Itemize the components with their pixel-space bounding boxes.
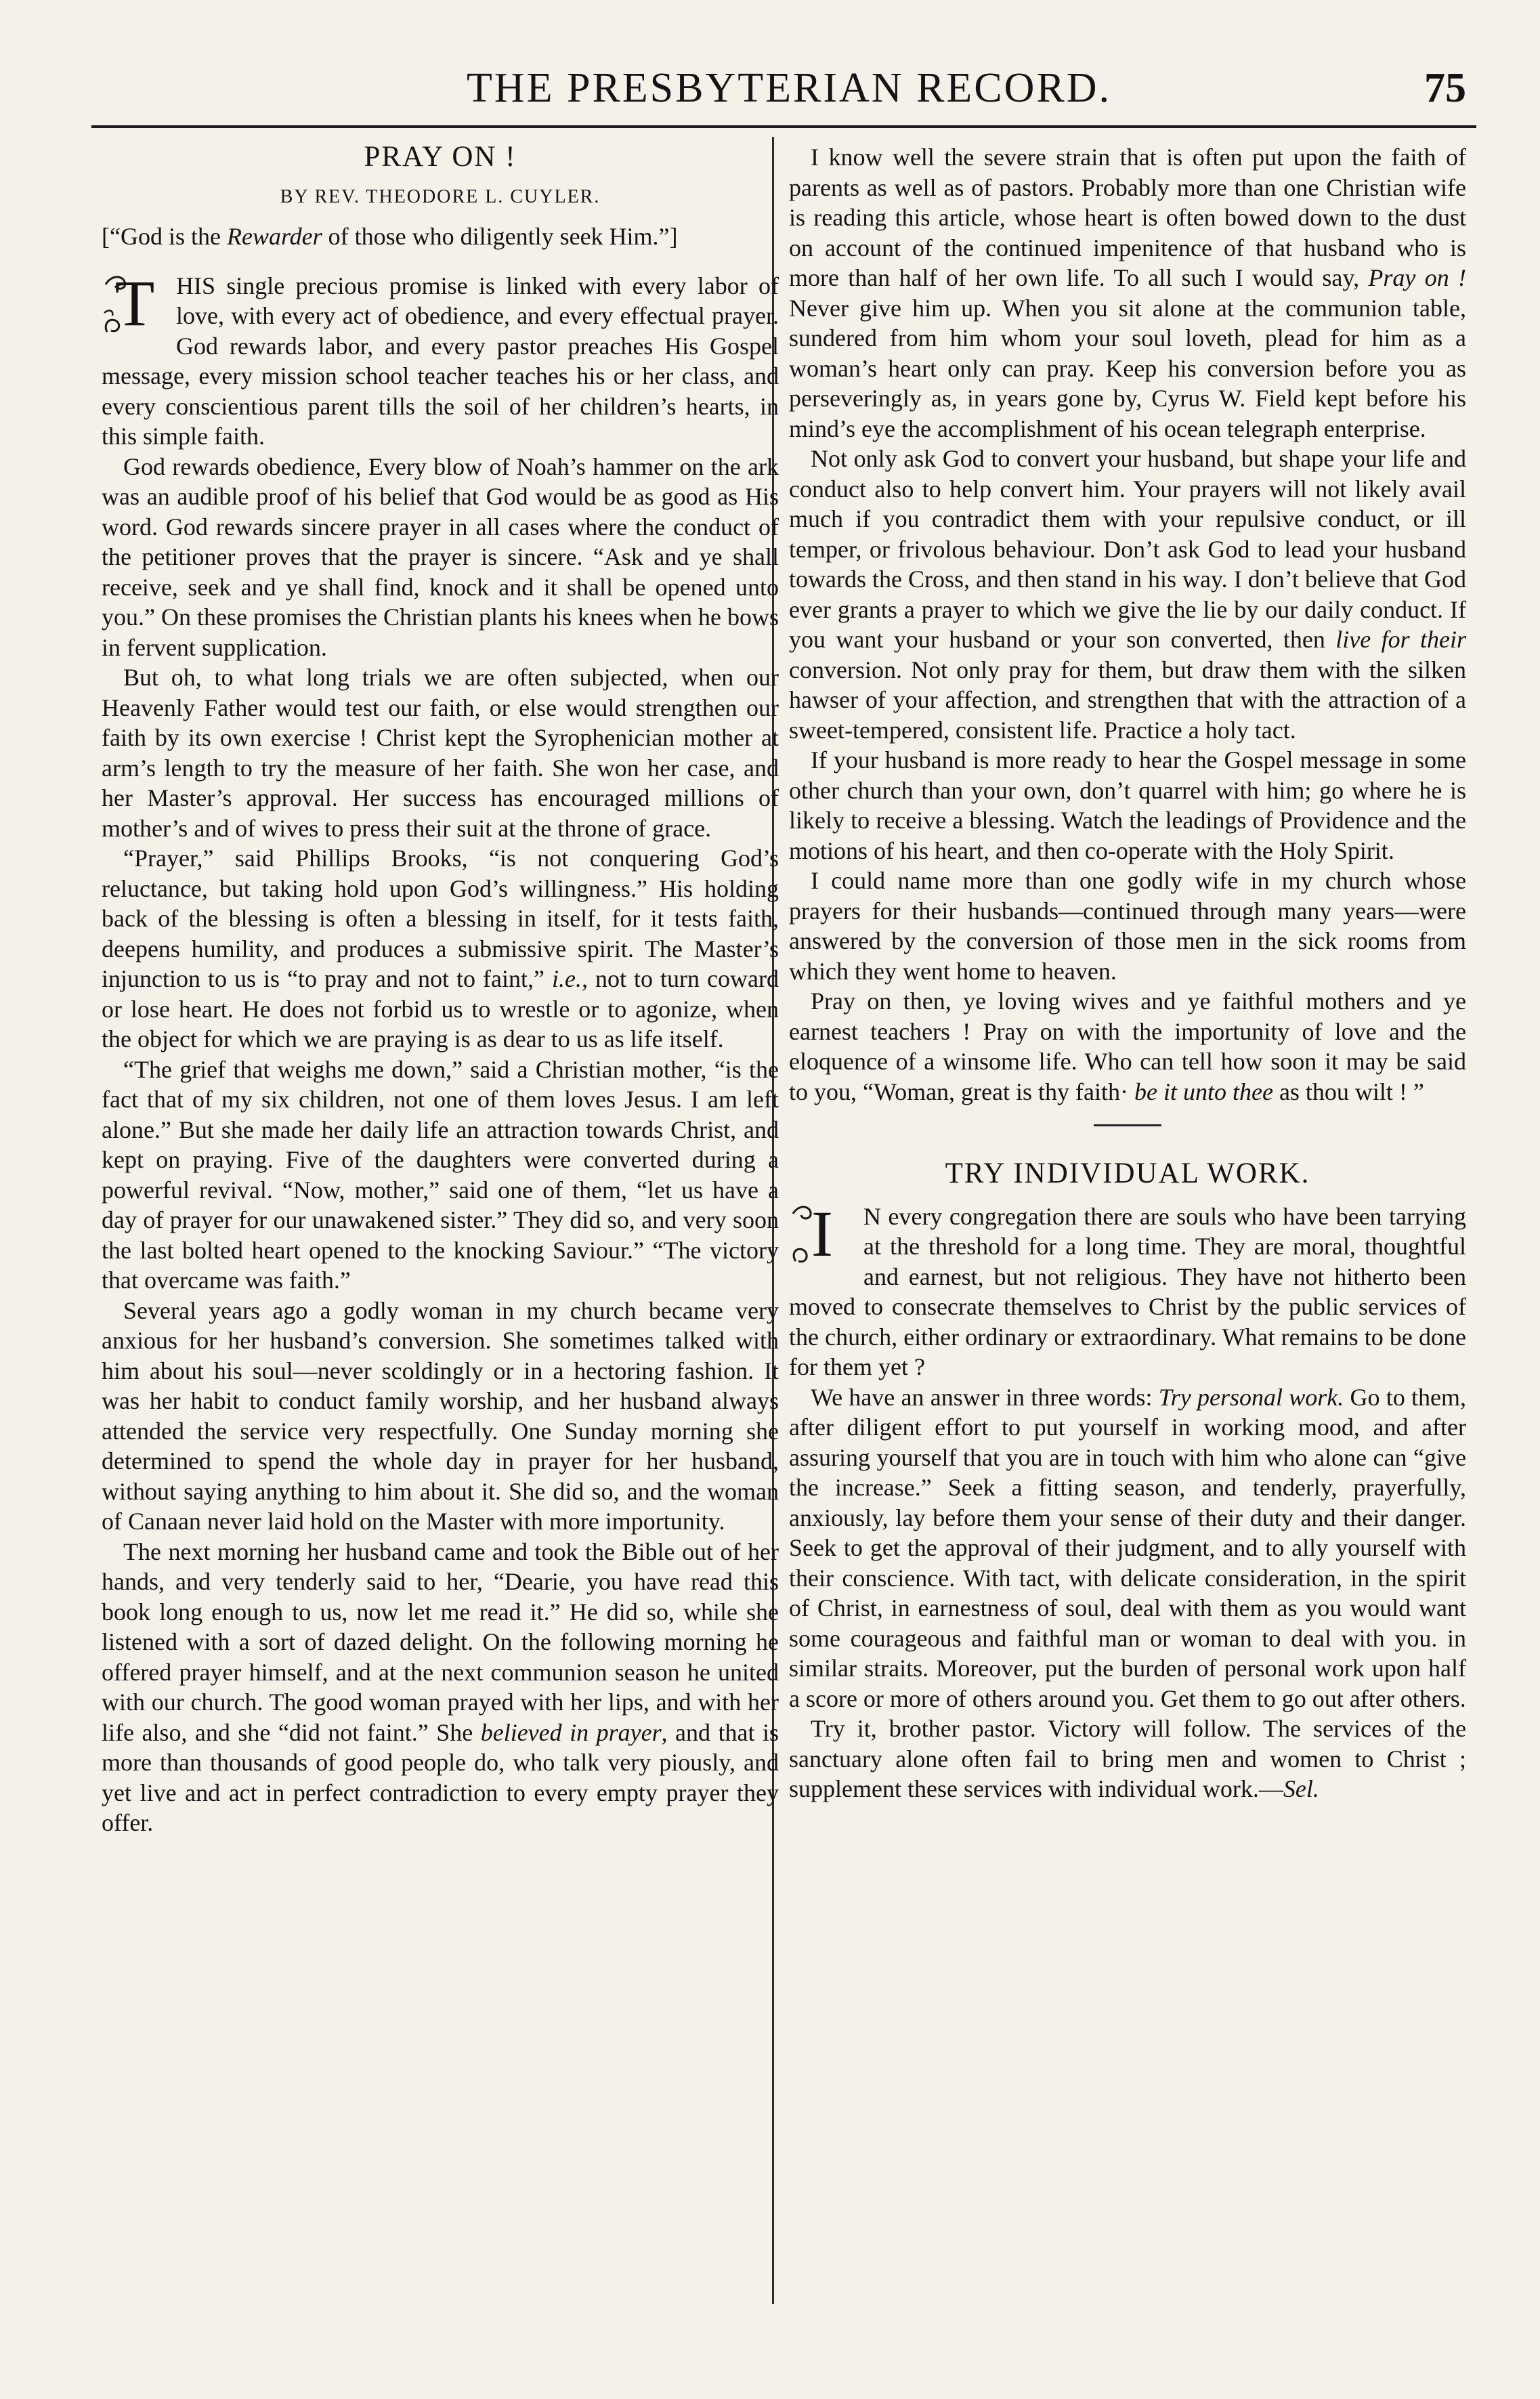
drop-cap-ornament: I bbox=[789, 1203, 855, 1268]
header-rule bbox=[91, 125, 1476, 128]
drop-cap-ornament: T bbox=[102, 272, 168, 337]
work-paragraph-3: Try it, brother pastor. Victory will follow. The services of the sanctuary alone often fail to bring men and women to Christ ; supplement these services with individual work.—Sel. bbox=[789, 1715, 1466, 1802]
article-title-individual-work: TRY INDIVIDUAL WORK. bbox=[945, 1158, 1310, 1189]
paragraph-3: But oh, to what long trials we are often subjected, when our Heavenly Father would test our faith, or else would strengthen our faith by its own exercise ! Christ kept the Syrophenician mother at arm’s length to try the measure of her faith. She won her case, and her Master’s approval. Her success has encouraged millions of mother’s and of wives to press their suit at the throne of grace. bbox=[102, 664, 779, 842]
paragraph-5: “The grief that weighs me down,” said a Christian mother, “is the fact that of my six children, not one of them loves Jesus. I am left alone.” But she made her daily life an attraction towards Christ, and kept on praying. Five of the daughters were converted during a powerful revival. “Now, mother,” said one of them, “let us have a day of prayer for our unawakened sister.” They did so, and very soon the last bolted heart opened to the knocking Saviour.” “The victory that overcame was faith.” bbox=[102, 1055, 779, 1294]
work-paragraph-2: We have an answer in three words: Try personal work. Go to them, after diligent effort to put yourself in working mood, and after assuring yourself that you are in touch with him who alone can “give the increase.” Seek a fitting season, and tenderly, prayerfully, anxiously, lay before them your sense of their duty and their danger. Seek to get the approval of their judgment, and to ally yourself with their conscience. With tact, with delicate consideration, in the spirit of Christ, in earnestness of soul, deal with them as you would want some courageous and faithful man or woman to deal with you. in similar straits. Moreover, put the burden of personal work upon half a score or more of others around you. Get them to go out after others. bbox=[789, 1383, 1466, 1712]
paragraph-12: Pray on then, ye loving wives and ye faithful mothers and ye earnest teachers ! Pray on with the importunity of love and the eloquence of a winsome life. Who can tell how soon it may be said to you, “Woman, great is thy faith· be it unto thee as thou wilt ! ” bbox=[789, 988, 1466, 1105]
journal-title: THE PRESBYTERIAN RECORD. bbox=[466, 65, 1112, 111]
paragraph-1: T HIS single precious promise is linked with every labor of love, with every act of obedience, and every effectual prayer. God rewards labor, and every pastor preaches His Gospel message, every mission school teacher teaches his or her class, and every conscientious parent tills the soil of her children’s hearts, in this simple faith. bbox=[102, 266, 779, 450]
paragraph-8: I know well the severe strain that is often put upon the faith of parents as well as of pastors. Probably more than one Christian wife is reading this article, whose heart is often bowed down to the dust on account of the continued impenitence of that husband who is more than half of her own life. To all such I would say, Pray on ! Never give him up. When you sit alone at the communion table, sundered from him whom your soul loveth, plead for him as a woman’s heart only can pray. Keep his conversion before you as perseveringly as, in years gone by, Cyrus W. Field kept before his mind’s eye the accomplishment of his ocean telegraph enterprise. bbox=[789, 144, 1467, 442]
article-byline: BY REV. THEODORE L. CUYLER. bbox=[280, 186, 601, 207]
article-end-rule bbox=[1094, 1124, 1161, 1126]
article-title-pray-on: PRAY ON ! bbox=[364, 141, 517, 173]
paragraph-7: The next morning her husband came and took the Bible out of her hands, and very tenderly said to her, “Dearie, you have read this book long enough to us, now let me read it.” He did so, while she listened with a sort of dazed delight. On the following morning he offered prayer himself, and at the next communion season he united with our church. The good woman prayed with her lips, and with her life also, and she “did not faint.” She believed in prayer, and that is more than thousands of good people do, who talk very piously, and yet live and act in perfect contradiction to every empty prayer they offer. bbox=[102, 1537, 779, 1836]
paragraph-4: “Prayer,” said Phillips Brooks, “is not conquering God’s reluctance, but taking hold upon God’s willingness.” His holding back of the blessing is often a blessing in itself, for it tests faith, deepens humility, and produces a submissive spirit. The Master’s injunction to us is “to pray and not to faint,” i.e., not to turn coward or lose heart. He does not forbid us to wrestle or to agonize, when the object for which we are praying is as dear to us as life itself. bbox=[102, 845, 779, 1053]
paragraph-2: God rewards obedience, Every blow of Noah’s hammer on the ark was an audible proof of his belief that God would be as good as His word. God rewards sincere prayer in all cases where the conduct of the petitioner proves that the prayer is sincere. “Ask and ye shall receive, seek and ye shall find, knock and it shall be opened unto you.” On these promises the Christian plants his knees when he bows in fervent supplication. bbox=[102, 452, 779, 661]
paragraph-10: If your husband is more ready to hear the Gospel message in some other church than your own, don’t quarrel with him; go where he is likely to receive a blessing. Watch the leadings of Providence and the motions of his heart, and then co-operate with the Holy Spirit. bbox=[789, 746, 1466, 864]
paragraph-9: Not only ask God to convert your husband, but shape your life and conduct also to help convert him. Your prayers will not likely avail much if you contradict them with your repulsive conduct, or ill temper, or frivolous behaviour. Don’t ask God to lead your husband towards the Cross, and then stand in his way. I don’t believe that God ever grants a prayer to which we give the lie by our daily conduct. If you want your husband or your son converted, then live for their conversion. Not only pray for them, but draw them with the silken hawser of your affection, and strengthen that with the attraction of a sweet-tempered, consistent life. Practice a holy tact. bbox=[789, 445, 1466, 744]
running-header bbox=[102, 64, 1476, 119]
right-column bbox=[789, 142, 1466, 1804]
paragraph-11: I could name more than one godly wife in my church whose prayers for their husbands—continued through many years—were answered by the conversion of those men in the sick rooms from which they went home to heaven. bbox=[789, 867, 1466, 985]
work-paragraph-1: I N every congregation there are souls who have been tarrying at the threshold for a long time. They are moral, thoughtful and earnest, but not religious. They have not hitherto been moved to consecrate themselves to Christ by the public services of the church, either ordinary or extraordinary. What remains to be done for them yet ? bbox=[789, 1197, 1466, 1380]
left-column bbox=[102, 142, 779, 1838]
paragraph-6: Several years ago a godly woman in my church became very anxious for her husband’s conversion. She sometimes talked with him about his soul—never scoldingly or in a hectoring fashion. It was her habit to conduct family worship, and her husband always attended the service very respectfully. One Sunday morning she determined to spend the whole day in prayer for her husband, without saying anything to him about it. She did so, and the woman of Canaan never laid hold on the Master with more importunity. bbox=[102, 1296, 779, 1535]
article-epigraph: [“God is the Rewarder of those who diligently seek Him.”] bbox=[102, 223, 678, 250]
page-number: 75 bbox=[1424, 65, 1466, 111]
